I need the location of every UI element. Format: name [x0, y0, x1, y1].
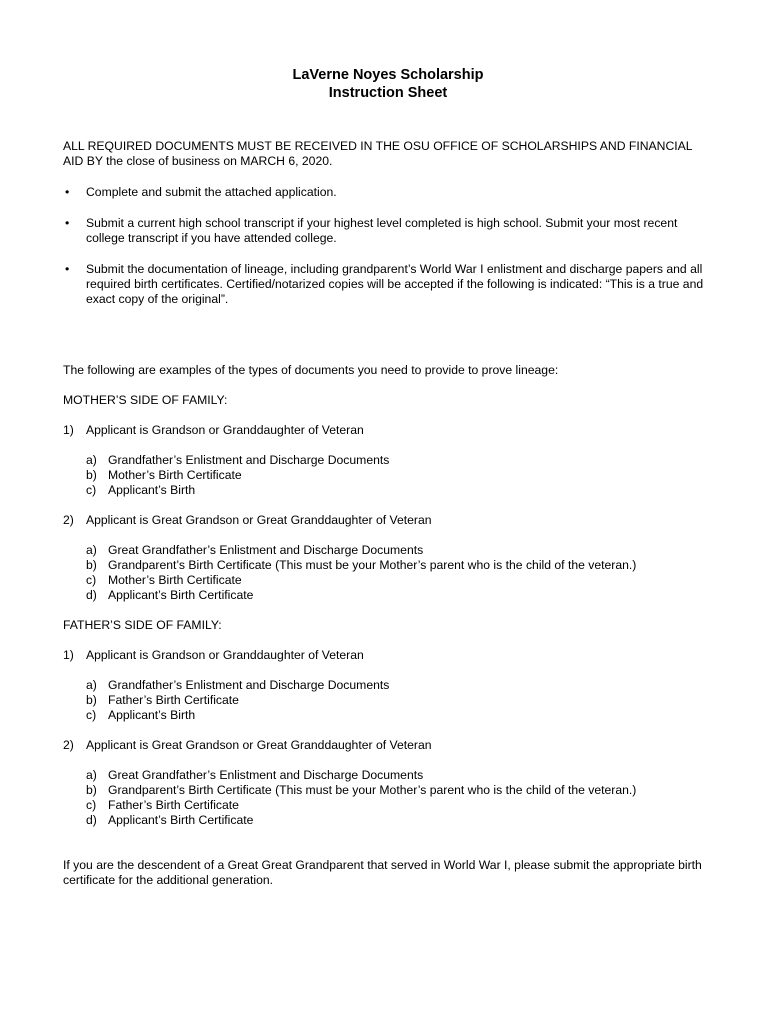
document-text: Applicant’s Birth [108, 483, 196, 497]
document-list [63, 768, 713, 828]
title-line-2: Instruction Sheet [328, 85, 448, 101]
document-letter: a) [86, 543, 97, 557]
examples-intro: The following are examples of the types of documents you need to provide to prove lineage: [63, 363, 559, 377]
case-text: Applicant is Grandson or Granddaughter of Veteran [86, 648, 364, 662]
case-text: Applicant is Great Grandson or Great Granddaughter of Veteran [86, 513, 432, 527]
additional-generation-note: If you are the descendent of a Great Great Grandparent that served in World War I, please submit the appropriate birth certificate for the additional generation. [63, 858, 702, 887]
document-letter: b) [86, 783, 97, 797]
document-letter: c) [86, 798, 97, 812]
case-number: 1) [63, 423, 74, 437]
document-item [63, 573, 713, 588]
case-text: Applicant is Grandson or Granddaughter of Veteran [86, 423, 364, 437]
document-text: Grandfather’s Enlistment and Discharge Documents [108, 453, 390, 467]
case-number: 2) [63, 738, 74, 752]
lineage-case [63, 423, 713, 438]
requirement-item [63, 216, 713, 246]
father-side-heading: FATHER’S SIDE OF FAMILY: [63, 618, 222, 632]
requirement-text: Submit a current high school transcript if your highest level completed is high school. Submit your most recent college transcript if you have attended college. [86, 216, 678, 245]
document-letter: d) [86, 813, 97, 827]
document-letter: b) [86, 468, 97, 482]
document-item [63, 798, 713, 813]
bullet-icon: • [65, 216, 70, 230]
document-letter: a) [86, 678, 97, 692]
document-item [63, 483, 713, 498]
deadline-notice: ALL REQUIRED DOCUMENTS MUST BE RECEIVED IN THE OSU OFFICE OF SCHOLARSHIPS AND FINANCIAL AID BY the close of business on MARCH 6, 2020. [63, 139, 693, 168]
case-number: 2) [63, 513, 74, 527]
document-list [63, 543, 713, 603]
document-text: Grandparent’s Birth Certificate (This must be your Mother’s parent who is the child of the veteran.) [108, 783, 637, 797]
requirement-text: Submit the documentation of lineage, including grandparent’s World War I enlistment and discharge papers and all required birth certificates. Certified/notarized copies will be accepted if the following is indicated: “This is a true and exact copy of the original”. [86, 262, 704, 306]
document-text: Great Grandfather’s Enlistment and Discharge Documents [108, 543, 424, 557]
document-text: Grandparent’s Birth Certificate (This must be your Mother’s parent who is the child of the veteran.) [108, 558, 637, 572]
document-letter: b) [86, 693, 97, 707]
case-number: 1) [63, 648, 74, 662]
document-item [63, 768, 713, 783]
document-letter: c) [86, 483, 97, 497]
requirement-text: Complete and submit the attached application. [86, 185, 337, 199]
document-letter: c) [86, 708, 97, 722]
mother-side-heading: MOTHER’S SIDE OF FAMILY: [63, 393, 228, 407]
document-text: Grandfather’s Enlistment and Discharge Documents [108, 678, 390, 692]
document-text: Applicant’s Birth Certificate [108, 813, 254, 827]
lineage-case [63, 513, 713, 528]
requirement-item [63, 185, 713, 200]
document-item [63, 453, 713, 468]
document-item [63, 708, 713, 723]
bullet-icon: • [65, 262, 70, 276]
lineage-case [63, 738, 713, 753]
instruction-sheet [63, 66, 713, 900]
document-text: Father’s Birth Certificate [108, 693, 239, 707]
page-title [63, 66, 713, 102]
document-text: Great Grandfather’s Enlistment and Discharge Documents [108, 768, 424, 782]
requirements-list [63, 185, 713, 307]
requirement-item [63, 262, 713, 307]
document-item [63, 558, 713, 573]
document-item [63, 783, 713, 798]
lineage-case [63, 648, 713, 663]
document-letter: b) [86, 558, 97, 572]
document-text: Father’s Birth Certificate [108, 798, 239, 812]
document-text: Applicant’s Birth Certificate [108, 588, 254, 602]
document-letter: d) [86, 588, 97, 602]
document-letter: a) [86, 768, 97, 782]
document-item [63, 468, 713, 483]
document-letter: a) [86, 453, 97, 467]
document-letter: c) [86, 573, 97, 587]
document-item [63, 543, 713, 558]
document-item [63, 678, 713, 693]
document-item [63, 813, 713, 828]
document-list [63, 678, 713, 723]
document-text: Mother’s Birth Certificate [108, 468, 242, 482]
document-item [63, 693, 713, 708]
case-text: Applicant is Great Grandson or Great Granddaughter of Veteran [86, 738, 432, 752]
bullet-icon: • [65, 185, 70, 199]
document-list [63, 453, 713, 498]
document-text: Applicant’s Birth [108, 708, 196, 722]
document-item [63, 588, 713, 603]
document-text: Mother’s Birth Certificate [108, 573, 242, 587]
title-line-1: LaVerne Noyes Scholarship [292, 67, 484, 83]
